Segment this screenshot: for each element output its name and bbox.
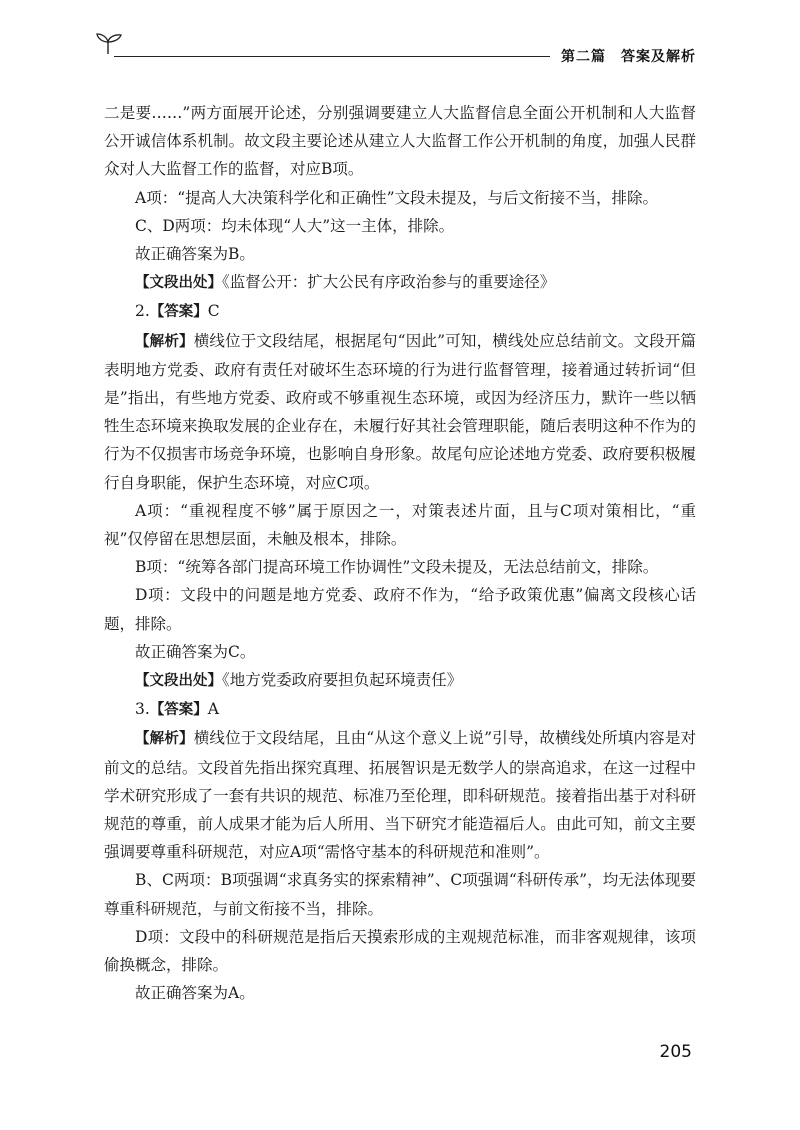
question-number: 3.	[135, 700, 150, 719]
paragraph: B、C两项：B项强调“求真务实的探索精神”、C项强调“科研传承”，均无法体现要尊重科研规范，与前文衔接不当，排除。	[104, 871, 696, 918]
paragraph: D项：文段中的问题是地方党委、政府不作为，“给予政策优惠”偏离文段核心话题，排除。	[104, 586, 696, 633]
answer-tag: 【答案】	[149, 702, 208, 719]
header-rule	[114, 56, 550, 57]
paragraph: 故正确答案为C。	[135, 642, 256, 661]
sprout-leaf-icon	[94, 32, 124, 56]
question-number: 2.	[135, 302, 150, 321]
answer-line	[104, 297, 696, 326]
section-title: 第二篇 答案及解析	[561, 49, 696, 65]
analysis-paragraph: 【解析】横线位于文段结尾，且由“从这个意义上说”引导，故横线处所填内容是对前文的总结。文段首先指出探究真理、拓展智识是无数学人的崇高追求，在这一过程中学术研究形成了一套有共识的规范、标准乃至伦理，即科研规范。接着指出基于对科研规范的尊重，前人成果才能为后人所用、当下研究才能造福后人。由此可知，前文主要强调要尊重科研规范，对应A项“需恪守基本的科研规范和准则”。	[104, 729, 697, 862]
answer-line	[104, 695, 696, 724]
page-header	[94, 28, 700, 68]
source-tag: 【文段出处】	[135, 673, 222, 690]
paragraph: A项：“提高人大决策科学化和正确性”文段未提及，与后文衔接不当，排除。	[135, 188, 659, 207]
paragraph: 故正确答案为B。	[135, 245, 255, 264]
answer-explanations	[104, 99, 696, 1008]
source-line: 【文段出处】《地方党委政府要担负起环境责任》	[135, 671, 463, 690]
paragraph: D项：文段中的科研规范是指后天摸索形成的主观规范标准，而非客观规律，该项偷换概念，排除。	[104, 927, 696, 975]
paragraph: 二是要……”两方面展开论述，分别强调要建立人大监督信息全面公开机制和人大监督公开诚信体系机制。故文段主要论述从建立人大监督工作公开机制的角度，加强人民群众对人大监督工作的监督，对应B项。	[104, 104, 696, 179]
analysis-paragraph: 【解析】横线位于文段结尾，根据尾句“因此”可知，横线处应总结前文。文段开篇表明地方党委、政府有责任对破坏生态环境的行为进行监督管理，接着通过转折词“但是”指出，有些地方党委、政府或不够重视生态环境，或因为经济压力，默许一些以牺牲生态环境来换取发展的企业存在，未履行好其社会管理职能，随后表明这种不作为的行为不仅损害市场竞争环境，也影响自身形象。故尾句应论述地方党委、政府要积极履行自身职能，保护生态环境，对应C项。	[104, 331, 697, 492]
paragraph: B项：“统筹各部门提高环境工作协调性”文段未提及，无法总结前文，排除。	[135, 558, 659, 577]
answer-value: A	[207, 700, 219, 719]
analysis-tag: 【解析】	[135, 333, 194, 350]
paragraph: A项：“重视程度不够”属于原因之一，对策表述片面，且与C项对策相比，“重视”仅停留在思想层面，未触及根本，排除。	[104, 501, 696, 549]
answer-tag: 【答案】	[149, 304, 208, 321]
source-line: 【文段出处】《监督公开：扩大公民有序政治参与的重要途径》	[135, 273, 556, 292]
analysis-tag: 【解析】	[135, 731, 194, 748]
paragraph: 故正确答案为A。	[135, 984, 255, 1003]
paragraph: C、D两项：均未体现“人大”这一主体，排除。	[135, 216, 455, 235]
answer-value: C	[207, 302, 220, 321]
source-tag: 【文段出处】	[135, 275, 222, 292]
page-number: 205	[659, 1042, 692, 1062]
